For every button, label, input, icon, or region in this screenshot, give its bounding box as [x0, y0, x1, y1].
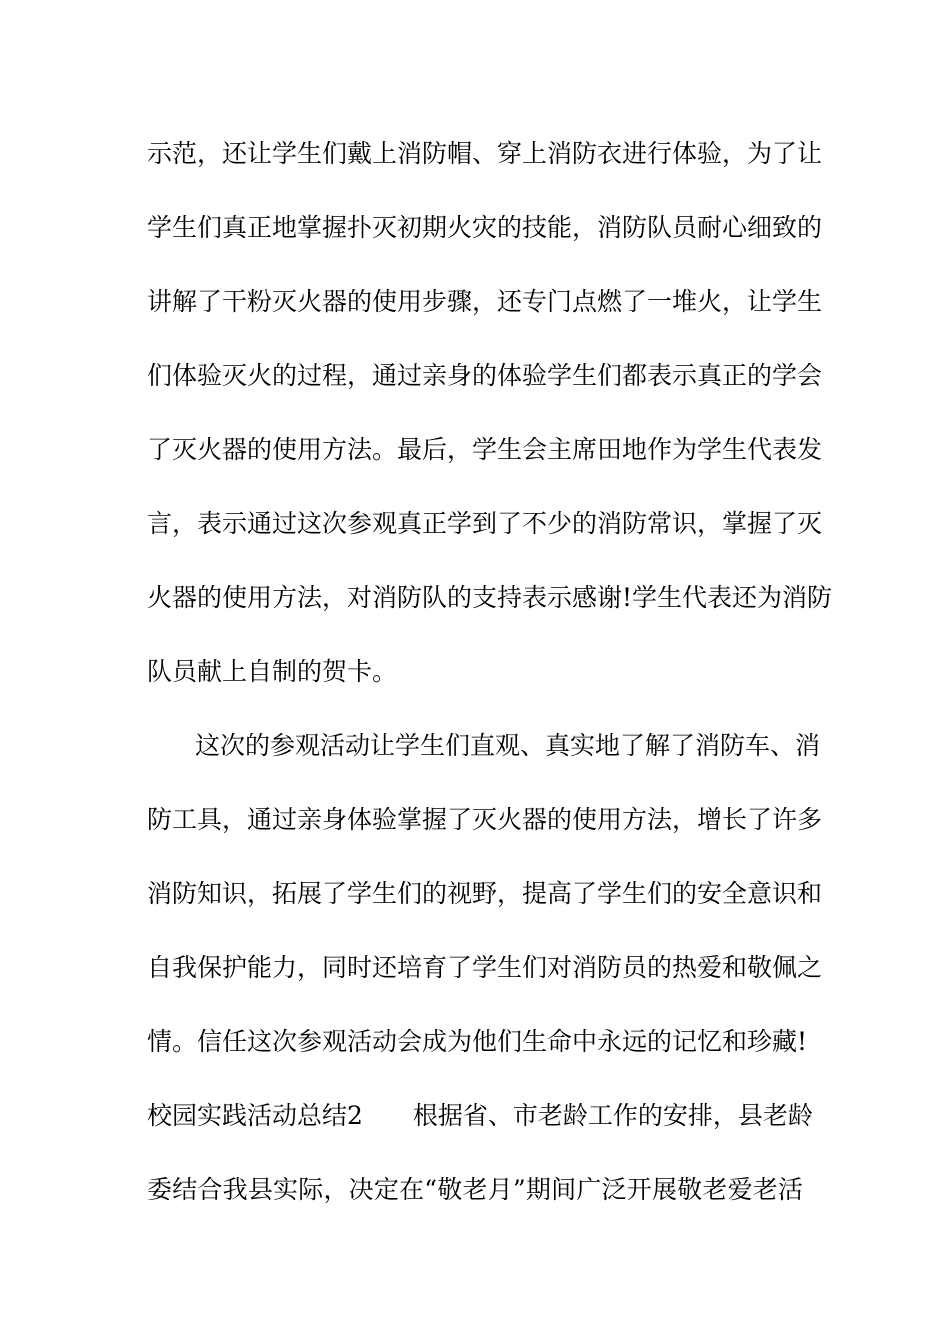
text-line-3: 讲解了干粉灭火器的使用步骤，还专门点燃了一堆火，让学生 — [147, 287, 823, 316]
text-line-2: 学生们真正地掌握扑灭初期火灾的技能，消防队员耐心细致的 — [147, 213, 823, 242]
text-line-6: 言，表示通过这次参观真正学到了不少的消防常识，掌握了灭 — [147, 509, 823, 538]
text-line-5: 了灭火器的使用方法。最后，学生会主席田地作为学生代表发 — [147, 435, 823, 464]
text-line-15: 委结合我县实际，决定在“敬老月”期间广泛开展敬老爱老活 — [147, 1175, 803, 1204]
text-line-4: 们体验灭火的过程，通过亲身的体验学生们都表示真正的学会 — [147, 361, 823, 390]
text-line-10: 防工具，通过亲身体验掌握了灭火器的使用方法，增长了许多 — [147, 805, 823, 834]
text-line-12: 自我保护能力，同时还培育了学生们对消防员的热爱和敬佩之 — [147, 953, 823, 982]
text-line-11: 消防知识，拓展了学生们的视野，提高了学生们的安全意识和 — [147, 879, 823, 908]
section-heading-line: 校园实践活动总结2 根据省、市老龄工作的安排，县老龄 — [147, 1101, 813, 1130]
text-line-1: 示范，还让学生们戴上消防帽、穿上消防衣进行体验，为了让 — [147, 139, 823, 168]
text-line-7: 火器的使用方法，对消防队的支持表示感谢!学生代表还为消防 — [147, 583, 833, 612]
text-line-13: 情。信任这次参观活动会成为他们生命中永远的记忆和珍藏! — [147, 1027, 808, 1056]
paragraph-start-line: 这次的参观活动让学生们直观、真实地了解了消防车、消 — [195, 731, 821, 760]
text-line-8: 队员献上自制的贺卡。 — [147, 657, 398, 686]
